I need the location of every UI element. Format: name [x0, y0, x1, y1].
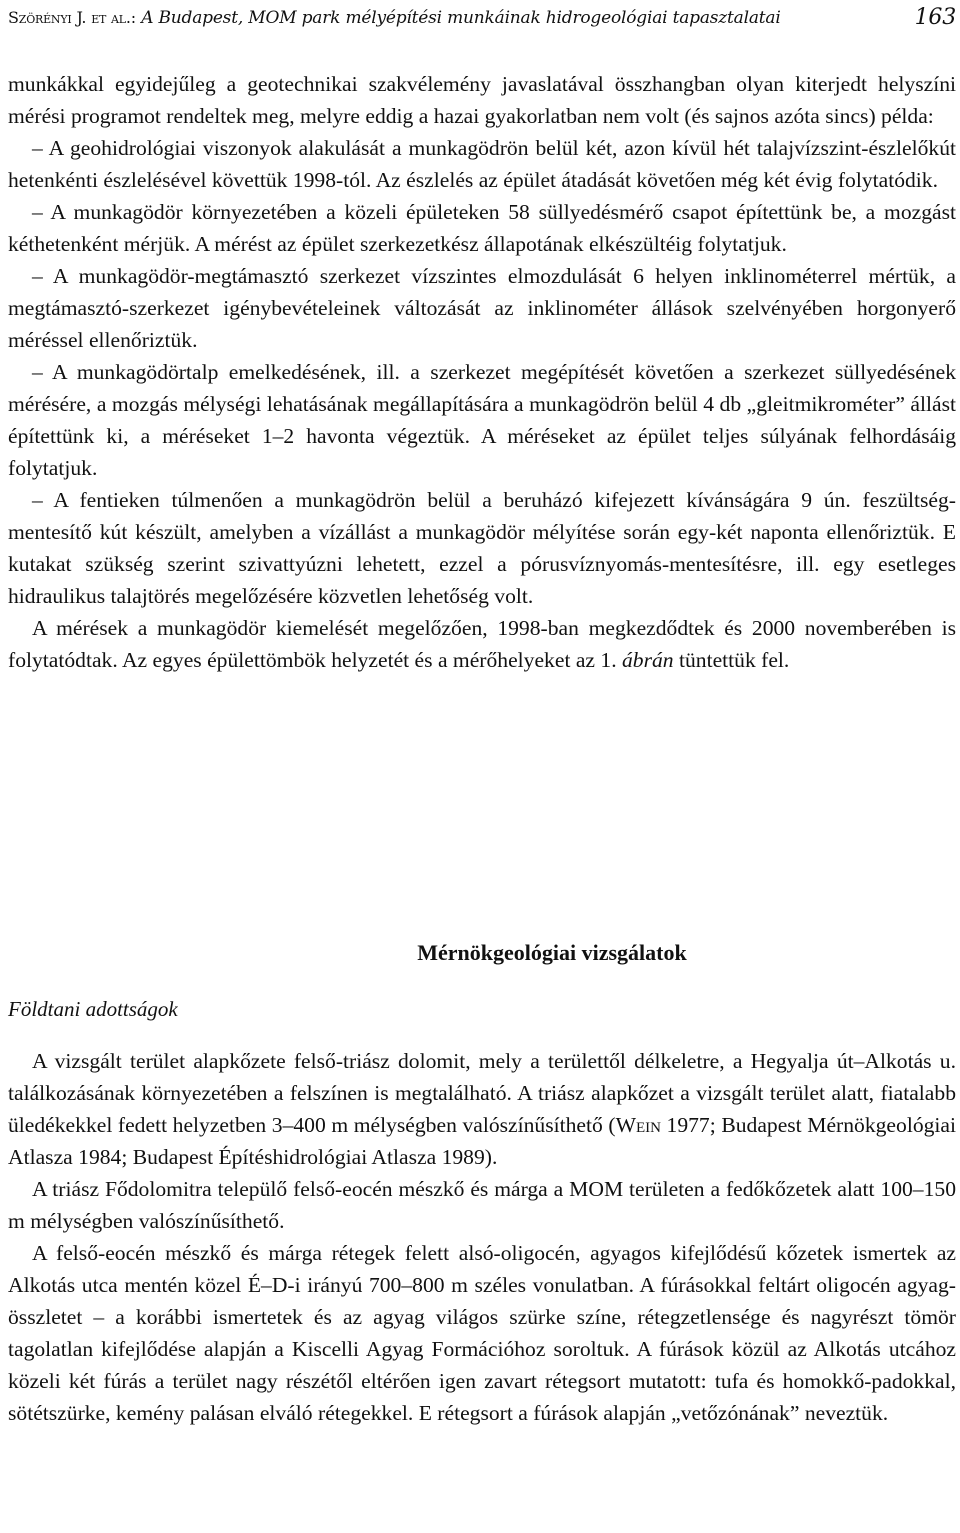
- paragraph: munkákkal egyidejűleg a geotechnikai szakvélemény javaslatával összhangban olyan kiterjedt helyszíni mérési programot rendeltek meg, melyre eddig a hazai gyakorlatban nem volt (és sajnos azóta sincs) példa:: [8, 72, 956, 128]
- body-text-bottom: [8, 1045, 956, 1429]
- paragraph: A triász Fődolomitra települő felső-eocén mészkő és márga a MOM területen a fedőkőzetek alatt 100–150 m mélységben valószínűsíthető.: [8, 1177, 956, 1233]
- closing-text: A mérések a munkagödör kiemelését megelőzően, 1998-ban megkezdődtek és 2000 novemberében is folytatódtak. Az egyes épülettömbök helyzetét és a mérőhelyeket az 1.: [8, 616, 956, 672]
- bullet-paragraph: – A geohidrológiai viszonyok alakulását a munkagödrön belül két, azon kívül hét talajvízszint-észlelőkút hetenkénti észlelésével követtük 1998-tól. Az észlelés az épület átadását követően még két évig folytatódik.: [8, 136, 956, 192]
- paragraph-part: A vizsgált terület alapkőzete felső-triász dolomit, mely a területtől délkeletre, a Hegyalja út–Alkotás u. találkozásának környezetében a felszínen is megtalálható. A triász alapkőzet a vizsgált terület alatt, fiatalabb üledékekkel fedett helyzetben 3–400 m mélységben valószínűsíthető (: [8, 1049, 956, 1137]
- running-head-author: Szörényi J. et al.:: [8, 8, 136, 27]
- figure-reference: ábrán: [622, 648, 674, 672]
- subsection-heading: Földtani adottságok: [8, 997, 178, 1021]
- running-head: [8, 5, 956, 38]
- closing-paragraph: [8, 612, 956, 676]
- bullet-paragraph: – A munkagödörtalp emelkedésének, ill. a szerkezet megépítését követően a szerkezet süllyedésének mérésére, a mozgás mélységi lehatásának megállapítására a munkagödrön belül 4 db „gleitmikrométer” állást építettünk ki, a méréseket 1–2 havonta végeztük. A méréseket az épület teljes súlyának felhordásáig folytatjuk.: [8, 360, 956, 480]
- page-number: 163: [914, 5, 956, 30]
- closing-tail: tüntettük fel.: [673, 648, 790, 672]
- bullet-paragraph: – A fentieken túlmenően a munkagödrön belül a beruházó kifejezett kívánságára 9 ún. feszültség-mentesítő kút készült, amelyben a vízállást a munkagödör mélyítése során egy-két naponta ellenőriztük. E kutakat szükség szerint szivattyúzni lehetett, ezzel a pórusvíznyomás-mentesítésre, ill. egy esetleges hidraulikus talajtörés megelőzésére közvetlen lehetőség volt.: [8, 488, 956, 608]
- paragraph: A felső-eocén mészkő és márga rétegek felett alsó-oligocén, agyagos kifejlődésű kőzetek ismertek az Alkotás utca mentén közel É–D-i irányú 700–800 m széles vonulatban. A fúrásokkal feltárt oligocén agyag-összletet – a korábbi ismertetek és az agyag világos szürke színe, rétegzetlensége és nagyrészt tömör tagolatlan kifejlődése alapján a Kiscelli Agyag Formációhoz soroltuk. A fúrások közül az Alkotás utcához közeli két fúrás a terület nagy részétől eltérően igen zavart rétegsort mutatott: tufa és homokkő-padokkal, sötétszürke, kemény palásan elváló rétegekkel. E rétegsort a fúrások alapján „vetőzónának” neveztük.: [8, 1241, 956, 1425]
- paragraph-part: 1977; Budapest Mérnökgeológiai Atlasza 1984; Budapest Építéshidrológiai Atlasza 1989).: [8, 1113, 956, 1169]
- bullet-paragraph: – A munkagödör-megtámasztó szerkezet vízszintes elmozdulását 6 helyen inklinométerrel mértük, a megtámasztó-szerkezet igénybevételeinek változását az inklinométer állások szelvényében horgonyerő méréssel ellenőriztük.: [8, 264, 956, 352]
- author-citation: Wein: [615, 1113, 661, 1137]
- running-head-title: A Budapest, MOM park mélyépítési munkáinak hidrogeológiai tapasztalatai: [141, 8, 781, 28]
- section-heading: Mérnökgeológiai vizsgálatok: [417, 940, 687, 965]
- paragraph: [8, 1045, 956, 1173]
- body-text-top: [8, 68, 956, 676]
- document-page: [8, 0, 956, 1533]
- bullet-paragraph: – A munkagödör környezetében a közeli épületeken 58 süllyedésmérő csapot építettünk be, a mozgást kéthetenként mérjük. A mérést az épület szerkezetkész állapotának elkészültéig folytatjuk.: [8, 200, 956, 256]
